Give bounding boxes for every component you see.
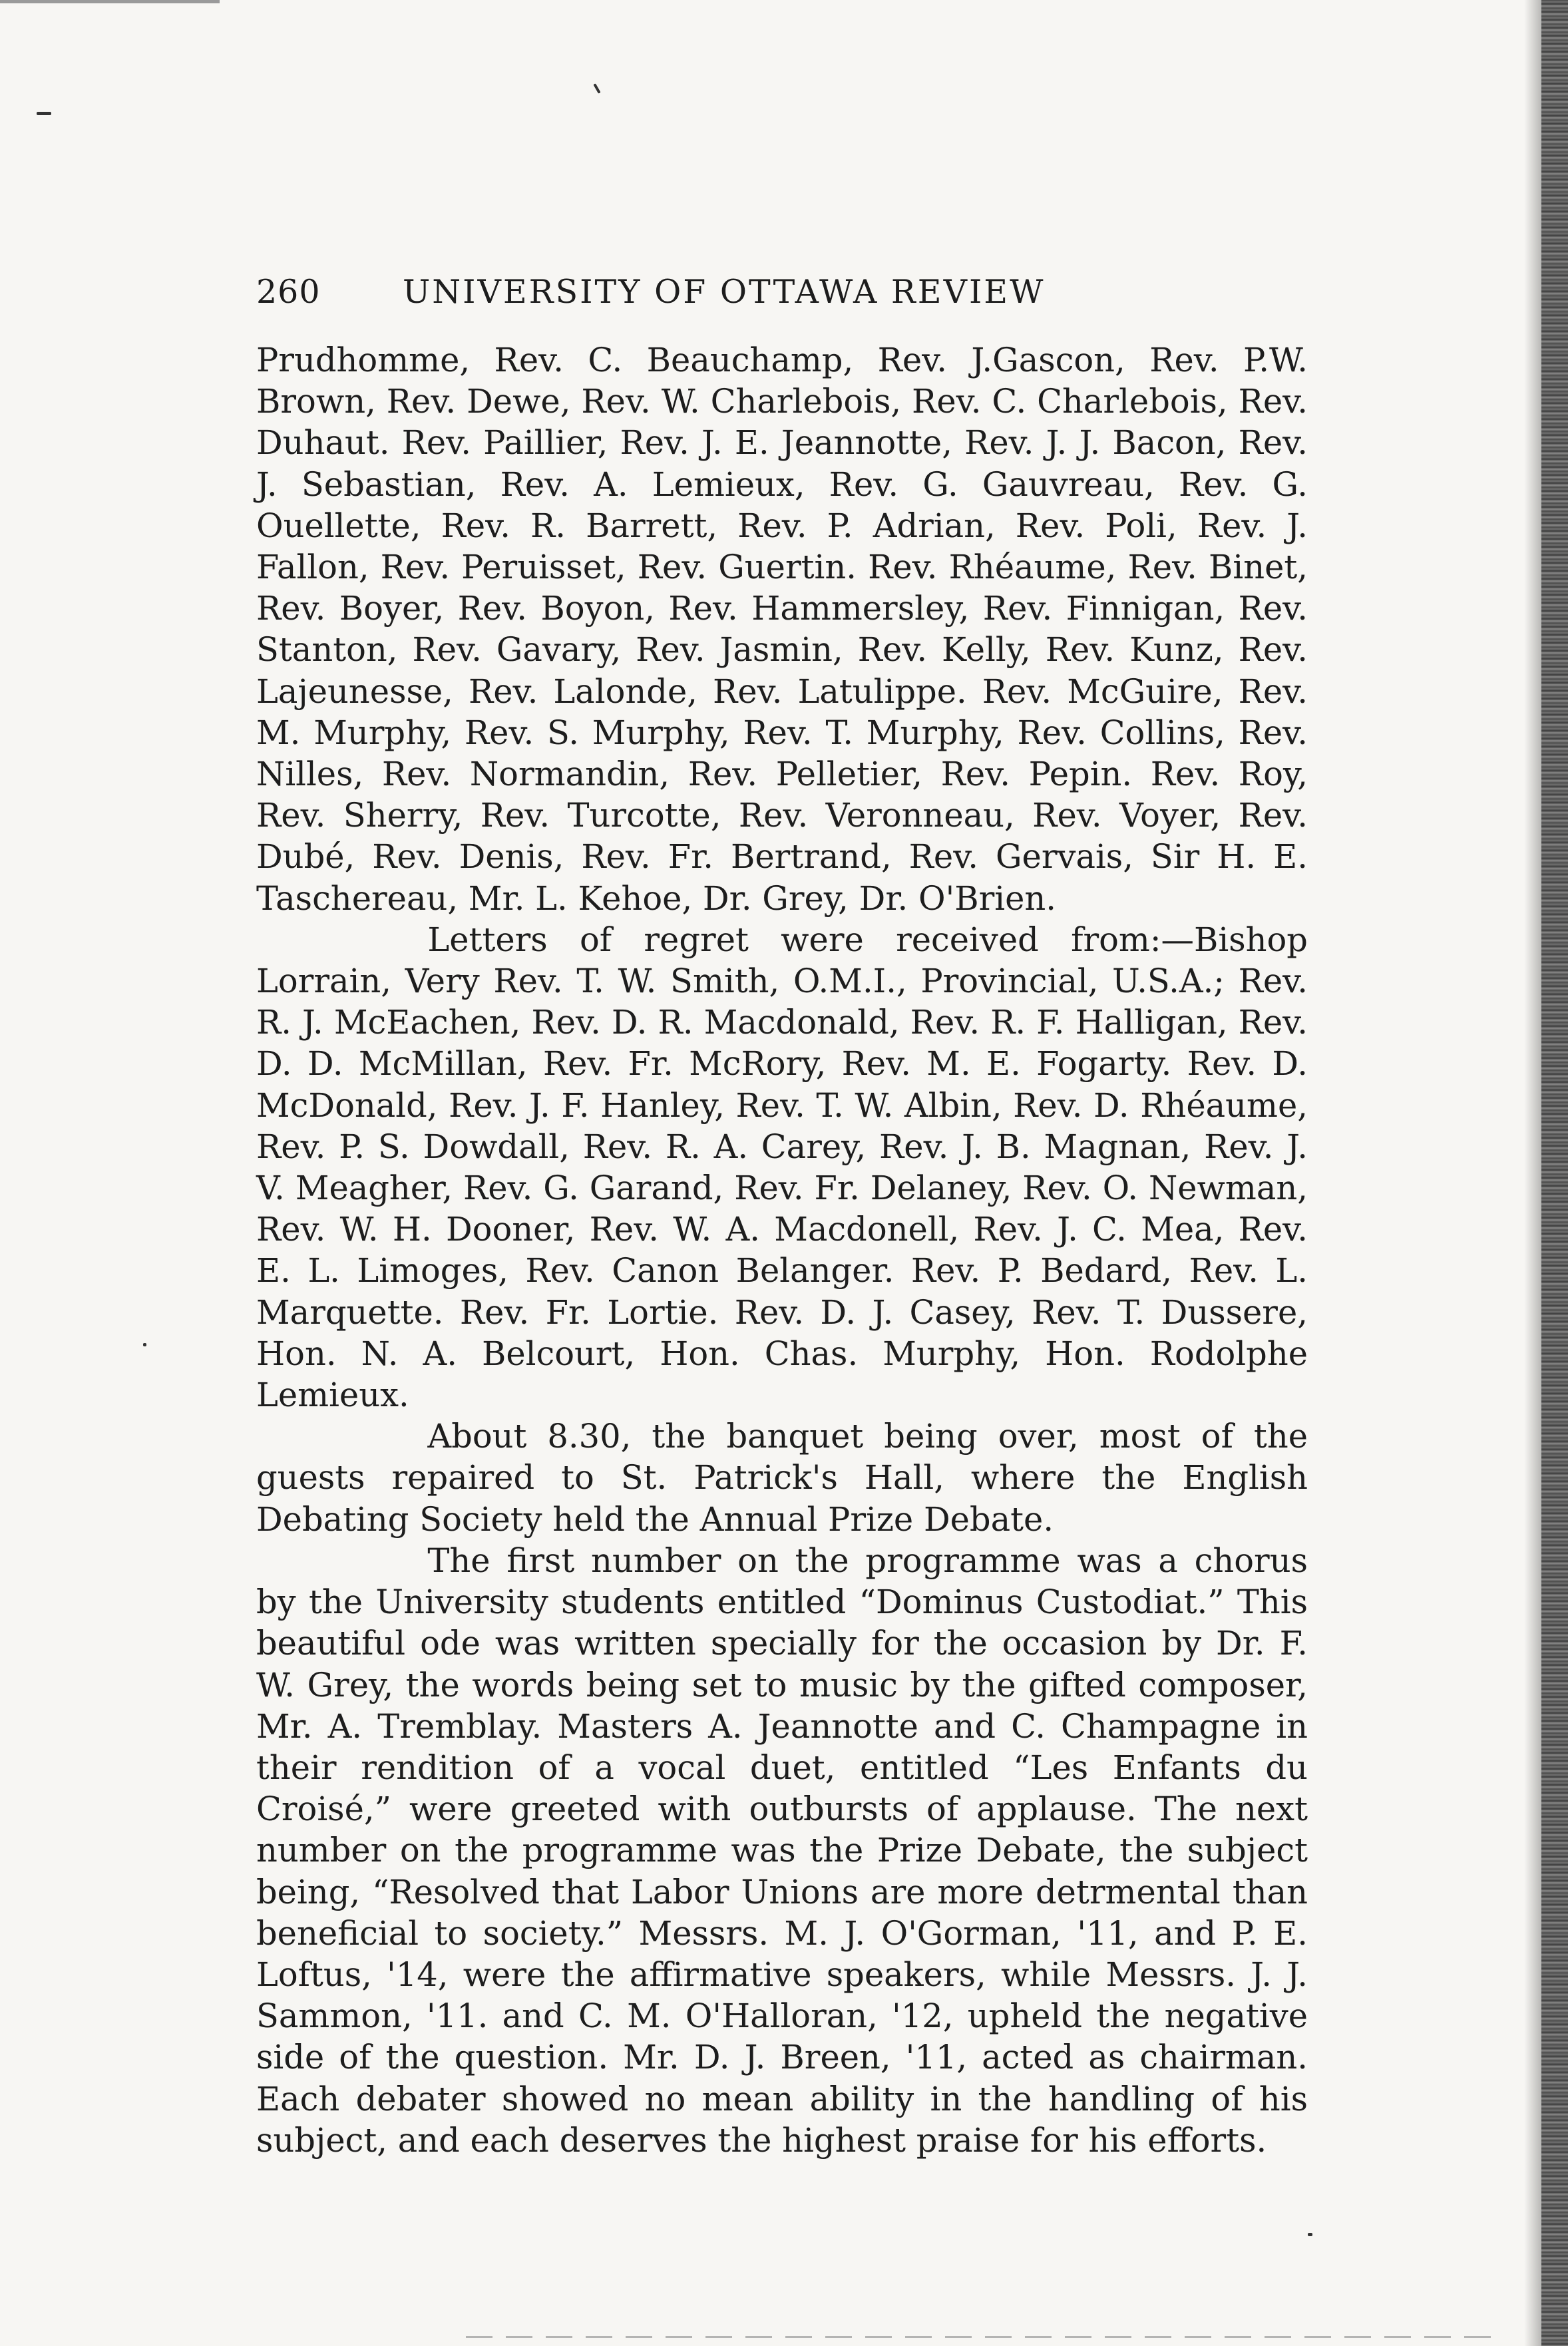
paragraph-programme: The first number on the programme was a chorus by the University students entitled “Dominus Custodiat.” This beautiful ode was written specially for the occasion by Dr. F. W. Grey, the words being set to music by the gifted composer, Mr. A. Tremblay. Masters A. Jeannotte and C. Champagne in their rendition of a vocal duet, entitled “Les Enfants du Croisé,” were greeted with outbursts of applause. The next number on the programme was the Prize Debate, the subject being, “Resolved that Labor Unions are more detrmental than beneficial to society.” Messrs. M. J. O'Gorman, '11, and P. E. Loftus, '14, were the affirmative speakers, while Messrs. J. J. Sammon, '11. and C. M. O'Halloran, '12, upheld the negative side of the question. Mr. D. J. Breen, '11, acted as chairman. Each debater showed no mean ability in the handling of his subject, and each deserves the highest praise for his efforts. <box>256 1541 1308 2160</box>
page-gutter-shadow <box>1524 0 1541 2346</box>
scan-speck <box>37 112 51 115</box>
paragraph-banquet-over: About 8.30, the banquet being over, most of the guests repaired to St. Patrick's Hall, where the English Debating Society held the Annual Prize Debate. <box>256 1417 1308 1539</box>
scan-top-edge <box>0 0 220 3</box>
page-header <box>256 273 1321 319</box>
running-head: UNIVERSITY OF OTTAWA REVIEW <box>403 273 1046 311</box>
paragraph-guest-list: Prudhomme, Rev. C. Beauchamp, Rev. J.Gascon, Rev. P.W. Brown, Rev. Dewe, Rev. W. Charlebois, Rev. C. Charlebois, Rev. Duhaut. Rev. Paillier, Rev. J. E. Jeannotte, Rev. J. J. Bacon, Rev. J. Sebastian, Rev. A. Lemieux, Rev. G. Gauvreau, Rev. G. Ouellette, Rev. R. Barrett, Rev. P. Adrian, Rev. Poli, Rev. J. Fallon, Rev. Peruisset, Rev. Guertin. Rev. Rhéaume, Rev. Binet, Rev. Boyer, Rev. Boyon, Rev. Hammersley, Rev. Finnigan, Rev. Stanton, Rev. Gavary, Rev. Jasmin, Rev. Kelly, Rev. Kunz, Rev. Lajeunesse, Rev. Lalonde, Rev. Latulippe. Rev. McGuire, Rev. M. Murphy, Rev. S. Murphy, Rev. T. Murphy, Rev. Collins, Rev. Nilles, Rev. Normandin, Rev. Pelletier, Rev. Pepin. Rev. Roy, Rev. Sherry, Rev. Turcotte, Rev. Veronneau, Rev. Voyer, Rev. Dubé, Rev. Denis, Rev. Fr. Bertrand, Rev. Gervais, Sir H. E. Taschereau, Mr. L. Kehoe, Dr. Grey, Dr. O'Brien. <box>256 341 1308 918</box>
scan-speck <box>1308 2233 1312 2236</box>
scan-speck <box>593 83 600 94</box>
scan-speck <box>143 1343 146 1346</box>
paragraph-letters-of-regret: Letters of regret were received from:—Bishop Lorrain, Very Rev. T. W. Smith, O.M.I., Provincial, U.S.A.; Rev. R. J. McEachen, Rev. D. R. Macdonald, Rev. R. F. Halligan, Rev. D. D. McMillan, Rev. Fr. McRory, Rev. M. E. Fogarty. Rev. D. McDonald, Rev. J. F. Hanley, Rev. T. W. Albin, Rev. D. Rhéaume, Rev. P. S. Dowdall, Rev. R. A. Carey, Rev. J. B. Magnan, Rev. J. V. Meagher, Rev. G. Garand, Rev. Fr. Delaney, Rev. O. Newman, Rev. W. H. Dooner, Rev. W. A. Macdonell, Rev. J. C. Mea, Rev. E. L. Limoges, Rev. Canon Belanger. Rev. P. Bedard, Rev. L. Marquette. Rev. Fr. Lortie. Rev. D. J. Casey, Rev. T. Dussere, Hon. N. A. Belcourt, Hon. Chas. Murphy, Hon. Rodolphe Lemieux. <box>256 920 1308 1415</box>
scan-right-edge <box>1541 0 1568 2346</box>
page-number: 260 <box>256 273 321 311</box>
scan-bottom-edge <box>466 2336 1504 2338</box>
article-body <box>256 339 1308 2161</box>
